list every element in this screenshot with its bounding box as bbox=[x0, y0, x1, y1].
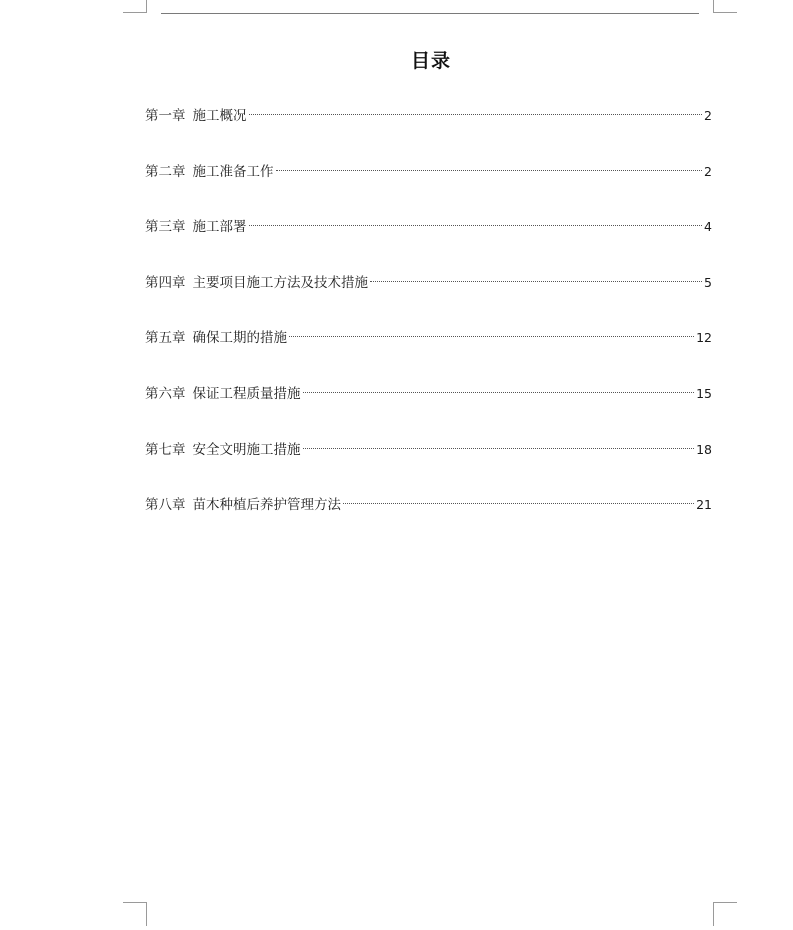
toc-entry-1[interactable] bbox=[145, 104, 712, 160]
toc-entry-8[interactable] bbox=[145, 493, 712, 549]
toc-entry-6[interactable] bbox=[145, 382, 712, 438]
toc-dot-leader bbox=[276, 170, 703, 171]
toc-page-number: 12 bbox=[696, 330, 712, 346]
toc-heading: 苗木种植后养护管理方法 bbox=[192, 497, 341, 514]
toc-heading: 主要项目施工方法及技术措施 bbox=[192, 274, 368, 291]
crop-mark bbox=[713, 0, 714, 13]
toc-page-number: 2 bbox=[704, 163, 712, 179]
toc-page-number: 2 bbox=[704, 108, 712, 123]
toc-title: 目录 bbox=[410, 50, 451, 72]
toc-heading: 施工概况 bbox=[192, 108, 247, 124]
toc-entry-2[interactable] bbox=[145, 160, 712, 216]
toc-chapter-label: 第六章 bbox=[145, 385, 186, 402]
crop-mark bbox=[146, 902, 147, 926]
toc-page-number: 21 bbox=[696, 497, 712, 513]
toc-entry-4[interactable] bbox=[145, 271, 712, 327]
toc-page-number: 5 bbox=[704, 274, 712, 290]
toc-heading: 保证工程质量措施 bbox=[192, 385, 301, 402]
header-rule bbox=[161, 13, 699, 14]
table-of-contents bbox=[145, 104, 712, 549]
crop-mark bbox=[714, 12, 737, 13]
crop-mark bbox=[146, 0, 147, 13]
toc-chapter-label: 第八章 bbox=[145, 497, 186, 514]
toc-chapter-label: 第二章 bbox=[145, 163, 186, 180]
crop-mark bbox=[714, 902, 737, 903]
toc-dot-leader bbox=[289, 336, 694, 337]
toc-entry-3[interactable] bbox=[145, 215, 712, 271]
toc-dot-leader bbox=[303, 448, 695, 449]
toc-chapter-label: 第三章 bbox=[145, 219, 186, 236]
toc-dot-leader bbox=[249, 114, 703, 115]
crop-mark bbox=[123, 902, 146, 903]
toc-dot-leader bbox=[249, 225, 703, 226]
toc-page-number: 18 bbox=[696, 441, 712, 457]
toc-heading: 安全文明施工措施 bbox=[192, 441, 301, 458]
toc-entry-7[interactable] bbox=[145, 438, 712, 494]
toc-heading: 确保工期的措施 bbox=[192, 330, 287, 347]
toc-chapter-label: 第七章 bbox=[145, 441, 186, 458]
toc-dot-leader bbox=[303, 392, 695, 393]
toc-page-number: 15 bbox=[696, 385, 712, 401]
toc-dot-leader bbox=[343, 503, 694, 504]
toc-chapter-label: 第五章 bbox=[145, 330, 186, 347]
toc-chapter-label: 第一章 bbox=[145, 108, 186, 124]
toc-chapter-label: 第四章 bbox=[145, 274, 186, 291]
crop-mark bbox=[713, 902, 714, 926]
toc-dot-leader bbox=[370, 281, 702, 282]
toc-entry-5[interactable] bbox=[145, 326, 712, 382]
toc-heading: 施工部署 bbox=[192, 219, 247, 236]
toc-page-number: 4 bbox=[704, 219, 712, 235]
crop-mark bbox=[123, 12, 146, 13]
toc-heading: 施工准备工作 bbox=[192, 163, 274, 180]
